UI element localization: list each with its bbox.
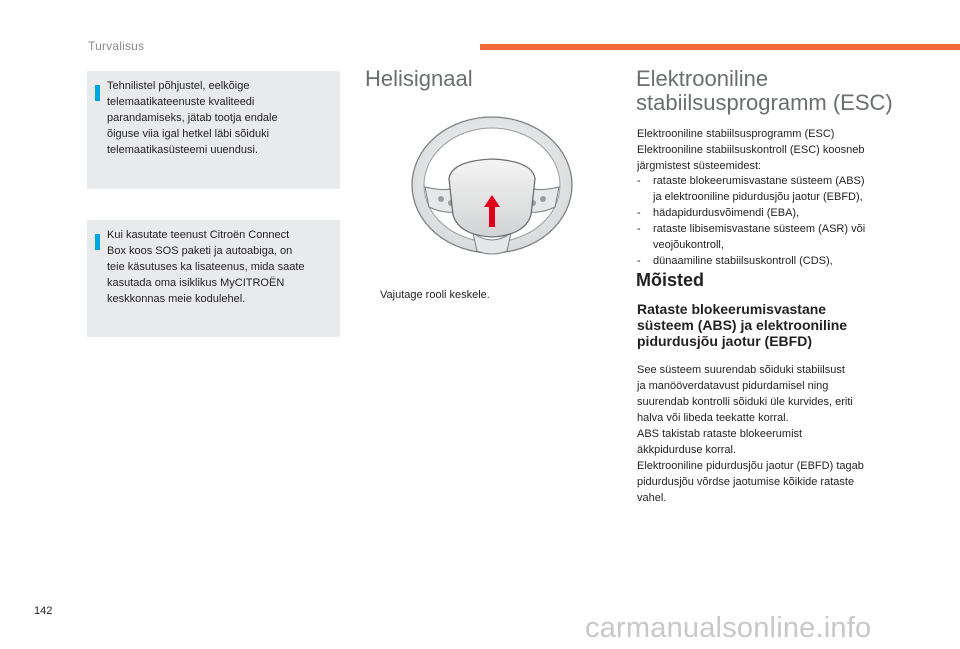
esc-section-title [636, 67, 936, 115]
abs-heading-line: pidurdusjõu jaotur (EBFD) [637, 333, 812, 349]
abs-text-line: suurendab kontrolli sõiduki üle kurvides, eriti [637, 396, 853, 408]
abs-text-line: See süsteem suurendab sõiduki stabiilsust [637, 364, 845, 376]
info-text-line: Box koos SOS paketi ja autoabiga, on [107, 245, 293, 257]
abs-text-line: Elektrooniline pidurdusjõu jaotur (EBFD) tagab [637, 460, 864, 472]
list-item-line: ja elektrooniline pidurdusjõu jaotur (EBFD), [653, 191, 863, 203]
abs-ebfd-heading [637, 301, 877, 349]
definitions-heading: Mõisted [636, 270, 705, 290]
abs-text-line: pidurdusjõu võrdse jaotumise kõikide rataste [637, 476, 855, 488]
info-text-line: Tehnilistel põhjustel, eelkõige [107, 80, 250, 92]
abs-text-line: ABS takistab rataste blokeerumist [637, 428, 803, 440]
info-text-line: teie käsutuses ka lisateenus, mida saate [107, 261, 305, 273]
watermark: carmanualsonline.info [585, 612, 872, 644]
info-text-line: õiguse viia igal hetkel läbi sõiduki [107, 128, 270, 140]
abs-text-line: halva või libeda teekatte korral. [637, 412, 789, 424]
list-item-line: dünaamiline stabiilsuskontroll (CDS), [653, 255, 833, 267]
esc-title-line: stabiilsusprogramm (ESC) [636, 90, 893, 115]
esc-intro [637, 126, 897, 174]
abs-text-line: vahel. [637, 492, 667, 504]
list-item-line: veojõukontroll, [653, 239, 724, 251]
esc-intro-line: järgmistest süsteemidest: [637, 160, 762, 172]
info-text-line: Kui kasutate teenust Citroën Connect [107, 229, 290, 241]
esc-title-line: Elektrooniline [636, 66, 769, 91]
section-label: Turvalisus [88, 39, 145, 53]
info-text-line: kasutada oma isiklikus MyCITROËN [107, 277, 285, 289]
abs-text-line: ja manööverdatavust pidurdamisel ning [637, 380, 829, 392]
horn-instruction [364, 289, 490, 301]
info-text-line: telemaatikateenuste kvaliteedi [107, 96, 255, 108]
info-box-telematics [87, 71, 340, 189]
info-icon [95, 234, 100, 250]
abs-ebfd-description [637, 362, 897, 506]
steering-wheel-horn-icon [395, 115, 590, 265]
info-text-line: parandamiseks, jätab tootja endale [107, 112, 278, 124]
abs-heading-line: Rataste blokeerumisvastane [637, 301, 827, 317]
info-text-line: telemaatikasüsteemi uuendusi. [107, 144, 259, 156]
header-accent-bar [480, 44, 960, 50]
list-item [637, 173, 897, 205]
info-box-connect-box [87, 220, 340, 337]
esc-systems-list [637, 173, 897, 269]
info-icon [95, 85, 100, 101]
list-item [637, 205, 897, 221]
list-item-line: rataste libisemisvastane süsteem (ASR) või [653, 223, 866, 235]
abs-text-line: äkkpidurduse korral. [637, 444, 737, 456]
list-item-line: hädapidurdusvõimendi (EBA), [653, 207, 800, 219]
list-item [637, 253, 897, 269]
list-item-line: rataste blokeerumisvastane süsteem (ABS) [653, 175, 865, 187]
page-number: 142 [34, 605, 53, 617]
abs-heading-line: süsteem (ABS) ja elektrooniline [637, 317, 848, 333]
instruction-text: Vajutage rooli keskele. [380, 289, 490, 301]
esc-intro-line: Elektrooniline stabiilsusprogramm (ESC) [637, 128, 835, 140]
esc-intro-line: Elektrooniline stabiilsuskontroll (ESC) koosneb [637, 144, 865, 156]
info-text-line: keskkonnas meie kodulehel. [107, 293, 246, 305]
horn-section-title: Helisignaal [365, 66, 473, 91]
list-item [637, 221, 897, 253]
